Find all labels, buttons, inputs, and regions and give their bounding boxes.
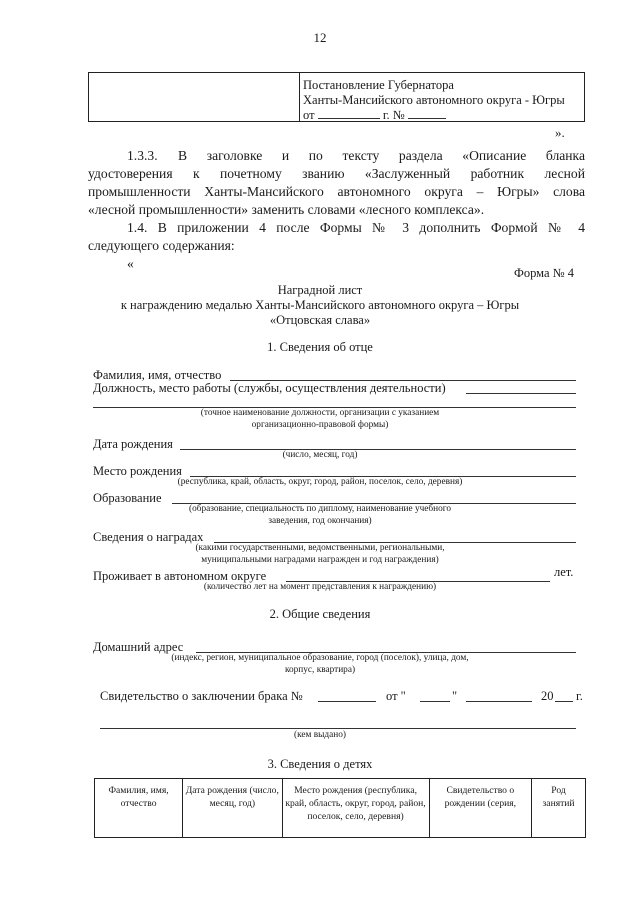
issued-by-field[interactable] <box>100 728 576 729</box>
header-from: от <box>303 108 315 122</box>
section-3-heading: 3. Сведения о детях <box>267 757 373 771</box>
marriage-day-field[interactable] <box>420 701 450 702</box>
marriage-year-field[interactable] <box>555 701 573 702</box>
para-133-line-4: «лесной промышленности» заменить словами «лесного комплекса». <box>88 202 485 217</box>
education-label: Образование <box>93 491 162 505</box>
award-title-1: Наградной лист <box>277 283 363 297</box>
education-hint-1: (образование, специальность по диплому, наименование учебного <box>188 504 452 514</box>
para-14-line-2: следующего содержания: <box>88 238 235 253</box>
residence-suffix: лет. <box>554 565 574 579</box>
para-133-num: 1.3.3. <box>127 148 158 163</box>
award-title-2: к награждению медалью Ханты-Мансийского автономного округа – Югры <box>120 298 520 312</box>
marriage-year-label: 20 <box>541 689 554 703</box>
awards-hint-1: (какими государственными, ведомственными, региональными, <box>195 543 445 553</box>
birth-place-label: Место рождения <box>93 464 182 478</box>
issued-by-hint: (кем выдано) <box>294 730 346 740</box>
marriage-quote: " <box>452 689 458 703</box>
residence-label: Проживает в автономном округе <box>93 569 267 583</box>
birth-date-label: Дата рождения <box>93 437 173 451</box>
address-hint-1: (индекс, регион, муниципальное образование, город (поселок), улица, дом, <box>171 653 469 663</box>
position-label: Должность, место работы (службы, осуществления деятельности) <box>93 381 446 395</box>
position-hint-2: организационно-правовой формы) <box>251 420 389 430</box>
marriage-g-label: г. <box>576 689 583 703</box>
section-1-heading: 1. Сведения об отце <box>267 340 373 354</box>
header-number-label: г. № <box>382 108 405 122</box>
awards-hint-2: муниципальными наградами награжден и год награждения) <box>201 555 439 565</box>
marriage-month-field[interactable] <box>466 701 532 702</box>
col-header-birth-place: Место рождения (республика, край, область, округ, город, район, поселок, село, деревня) <box>282 779 429 838</box>
closing-quote: ». <box>555 125 565 140</box>
position-field[interactable] <box>466 393 576 394</box>
para-14-line-1: 1.4. В приложении 4 после Формы № 3 дополнить Формой № 4 <box>127 220 585 235</box>
children-table-header-row <box>95 779 586 838</box>
address-label: Домашний адрес <box>93 640 184 654</box>
form-label: Форма № 4 <box>514 266 574 280</box>
awards-label: Сведения о наградах <box>93 530 204 544</box>
birth-place-hint: (республика, край, область, округ, город, район, поселок, село, деревня) <box>177 477 463 487</box>
col-header-fio: Фамилия, имя, отчество <box>95 779 183 838</box>
address-hint-2: корпус, квартира) <box>284 665 356 675</box>
col-header-birth-certificate: Свидетельство о рождении (серия, <box>429 779 532 838</box>
children-table <box>94 778 586 838</box>
header-line-2: Ханты-Мансийского автономного округа - Югры <box>303 93 565 107</box>
header-line-3 <box>303 108 446 123</box>
residence-hint: (количество лет на момент представления к награждению) <box>203 582 437 592</box>
header-line-1: Постановление Губернатора <box>303 78 454 92</box>
page-number: 12 <box>313 30 327 45</box>
para-133-line-3: промышленности Ханты-Мансийского автономного округа – Югры» слова <box>88 184 585 199</box>
para-133-line-1: В заголовке и по тексту раздела «Описание бланка <box>178 148 585 163</box>
award-title-3: «Отцовская слава» <box>269 313 371 327</box>
marriage-from-label: от " <box>386 689 406 703</box>
position-hint-1: (точное наименование должности, организации с указанием <box>200 408 440 418</box>
marriage-number-field[interactable] <box>318 701 376 702</box>
marriage-label: Свидетельство о заключении брака № <box>100 689 303 703</box>
open-quote: « <box>127 256 134 271</box>
col-header-occupation: Род занятий <box>532 779 586 838</box>
section-2-heading: 2. Общие сведения <box>269 607 371 621</box>
para-133-line-2: удостоверения к почетному званию «Заслуженный работник лесной <box>88 166 585 181</box>
col-header-birth-date: Дата рождения (число, месяц, год) <box>183 779 282 838</box>
fio-label: Фамилия, имя, отчество <box>93 368 222 382</box>
education-hint-2: заведения, год окончания) <box>268 516 372 526</box>
birth-date-hint: (число, месяц, год) <box>282 450 358 460</box>
